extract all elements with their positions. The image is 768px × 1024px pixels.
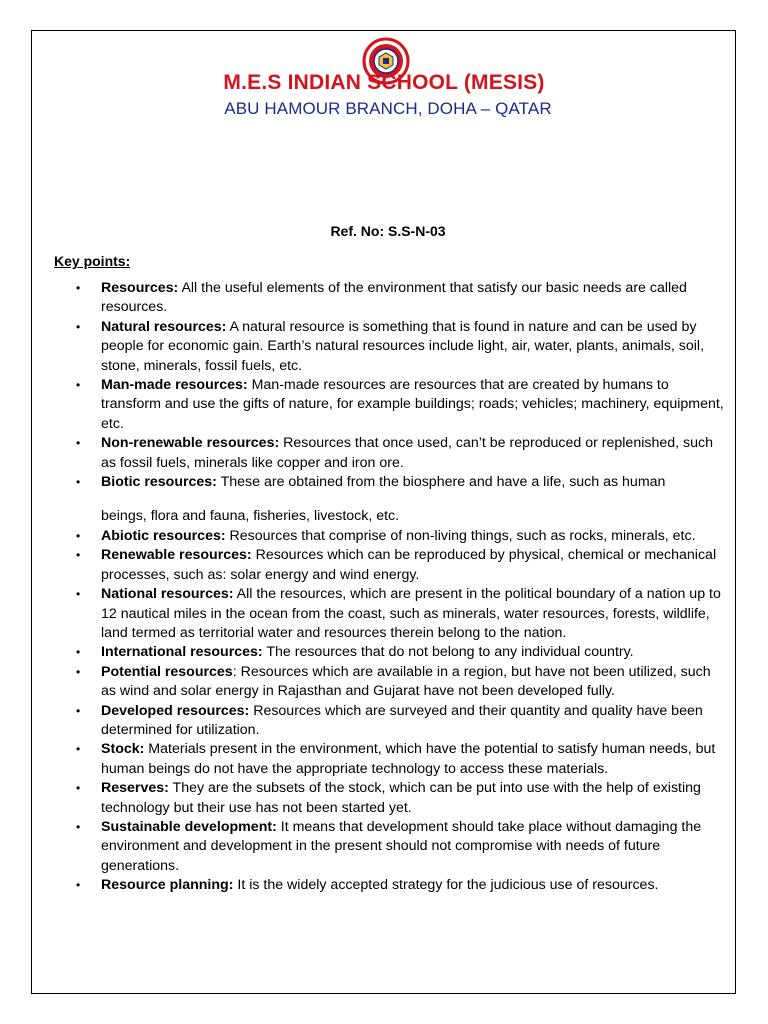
point-text: All the useful elements of the environment that satisfy our basic needs are called resources. <box>101 280 687 316</box>
school-name: M.E.S INDIAN SCHOOL (MESIS) <box>223 71 545 94</box>
point-text: They are the subsets of the stock, which can be put into use with the help of existing technology but their use has not been started yet. <box>101 780 701 816</box>
point-term: Reserves: <box>101 780 169 797</box>
point-term: Stock: <box>101 741 145 758</box>
bullet-icon: • <box>76 664 81 679</box>
bullet-icon: • <box>76 819 81 834</box>
list-item <box>76 740 726 779</box>
branch-name: ABU HAMOUR BRANCH, DOHA – QATAR <box>224 99 552 118</box>
paragraph-gap <box>101 492 726 507</box>
bullet-icon: • <box>76 281 81 295</box>
point-term: Abiotic resources: <box>101 527 226 544</box>
list-item <box>76 376 726 434</box>
point-term: Renewable resources: <box>101 547 252 564</box>
bullet-icon: • <box>76 528 81 543</box>
point-text: A natural resource is something that is found in nature and can be used by people for economic gain. Earth’s natural resources include light, air, water, plants, animals, soil, stone, minerals, fossil fuels, etc. <box>101 318 705 374</box>
reference-number: Ref. No: S.S-N-03 <box>330 223 446 239</box>
list-item <box>76 434 726 473</box>
key-points-list <box>76 279 726 896</box>
bullet-icon: • <box>76 319 81 334</box>
point-text: Resources that comprise of non-living things, such as rocks, minerals, etc. <box>225 527 696 544</box>
bullet-icon: • <box>76 436 81 451</box>
list-item <box>76 527 726 546</box>
bullet-icon: • <box>76 378 81 393</box>
list-item <box>76 473 726 527</box>
bullet-icon: • <box>76 703 81 718</box>
point-term: Resources: <box>101 280 179 296</box>
point-term: Resource planning: <box>101 877 234 894</box>
point-term: National resources: <box>101 586 234 603</box>
bullet-icon: • <box>76 878 81 893</box>
point-text: All the resources, which are present in the political boundary of a nation up to 12 nautical miles in the ocean from the coast, such as minerals, water resources, forests, wildlife, land termed as territorial water and resources therein belong to the nation. <box>101 586 721 641</box>
point-text: : Resources which are available in a region, but have not been utilized, such as wind and solar energy in Rajasthan and Gujarat have not been developed fully. <box>101 663 711 700</box>
bullet-icon: • <box>76 781 81 796</box>
list-item <box>76 643 726 662</box>
point-text: Resources which are surveyed and their quantity and quality have been determined for utilization. <box>101 702 703 738</box>
bullet-icon: • <box>76 645 81 660</box>
list-item <box>76 546 726 585</box>
list-item <box>76 818 726 876</box>
list-item <box>76 663 726 702</box>
point-text: Resources that once used, can’t be reproduced or replenished, such as fossil fuels, minerals like copper and iron ore. <box>101 435 713 471</box>
point-text: These are obtained from the biosphere and have a life, such as human <box>216 474 666 491</box>
point-term: Sustainable development: <box>101 818 277 835</box>
point-text: Man-made resources are resources that are created by humans to transform and use the gifts of nature, for example buildings; roads; vehicles; machinery, equipment, etc. <box>101 377 724 432</box>
point-text: Resources which can be reproduced by physical, chemical or mechanical processes, such as: solar energy and wind energy. <box>101 547 717 583</box>
point-text: Materials present in the environment, which have the potential to satisfy human needs, but human beings do not have the appropriate technology to access these materials. <box>101 741 716 777</box>
point-text: It is the widely accepted strategy for the judicious use of resources. <box>233 877 659 894</box>
bullet-icon: • <box>76 548 81 563</box>
list-item <box>76 318 726 376</box>
point-term: Non-renewable resources: <box>101 435 280 452</box>
list-item <box>76 585 726 643</box>
bullet-icon: • <box>76 742 81 757</box>
list-item <box>76 702 726 741</box>
bullet-icon: • <box>76 475 81 490</box>
list-item <box>76 279 726 318</box>
point-term: Biotic resources: <box>101 474 217 491</box>
point-term: International resources: <box>101 644 263 661</box>
point-text-continued: beings, flora and fauna, fisheries, livestock, etc. <box>101 508 400 525</box>
list-item <box>76 876 726 895</box>
point-term: Man-made resources: <box>101 377 248 394</box>
point-term: Developed resources: <box>101 702 250 719</box>
point-text: It means that development should take place without damaging the environment and development in the present should not compromise with needs of future generations. <box>101 818 702 874</box>
list-item <box>76 779 726 818</box>
bullet-icon: • <box>76 587 81 602</box>
point-term: Natural resources: <box>101 318 227 335</box>
point-text: The resources that do not belong to any individual country. <box>262 644 634 661</box>
key-points-heading: Key points: <box>54 253 131 269</box>
point-term: Potential resources <box>101 663 233 680</box>
